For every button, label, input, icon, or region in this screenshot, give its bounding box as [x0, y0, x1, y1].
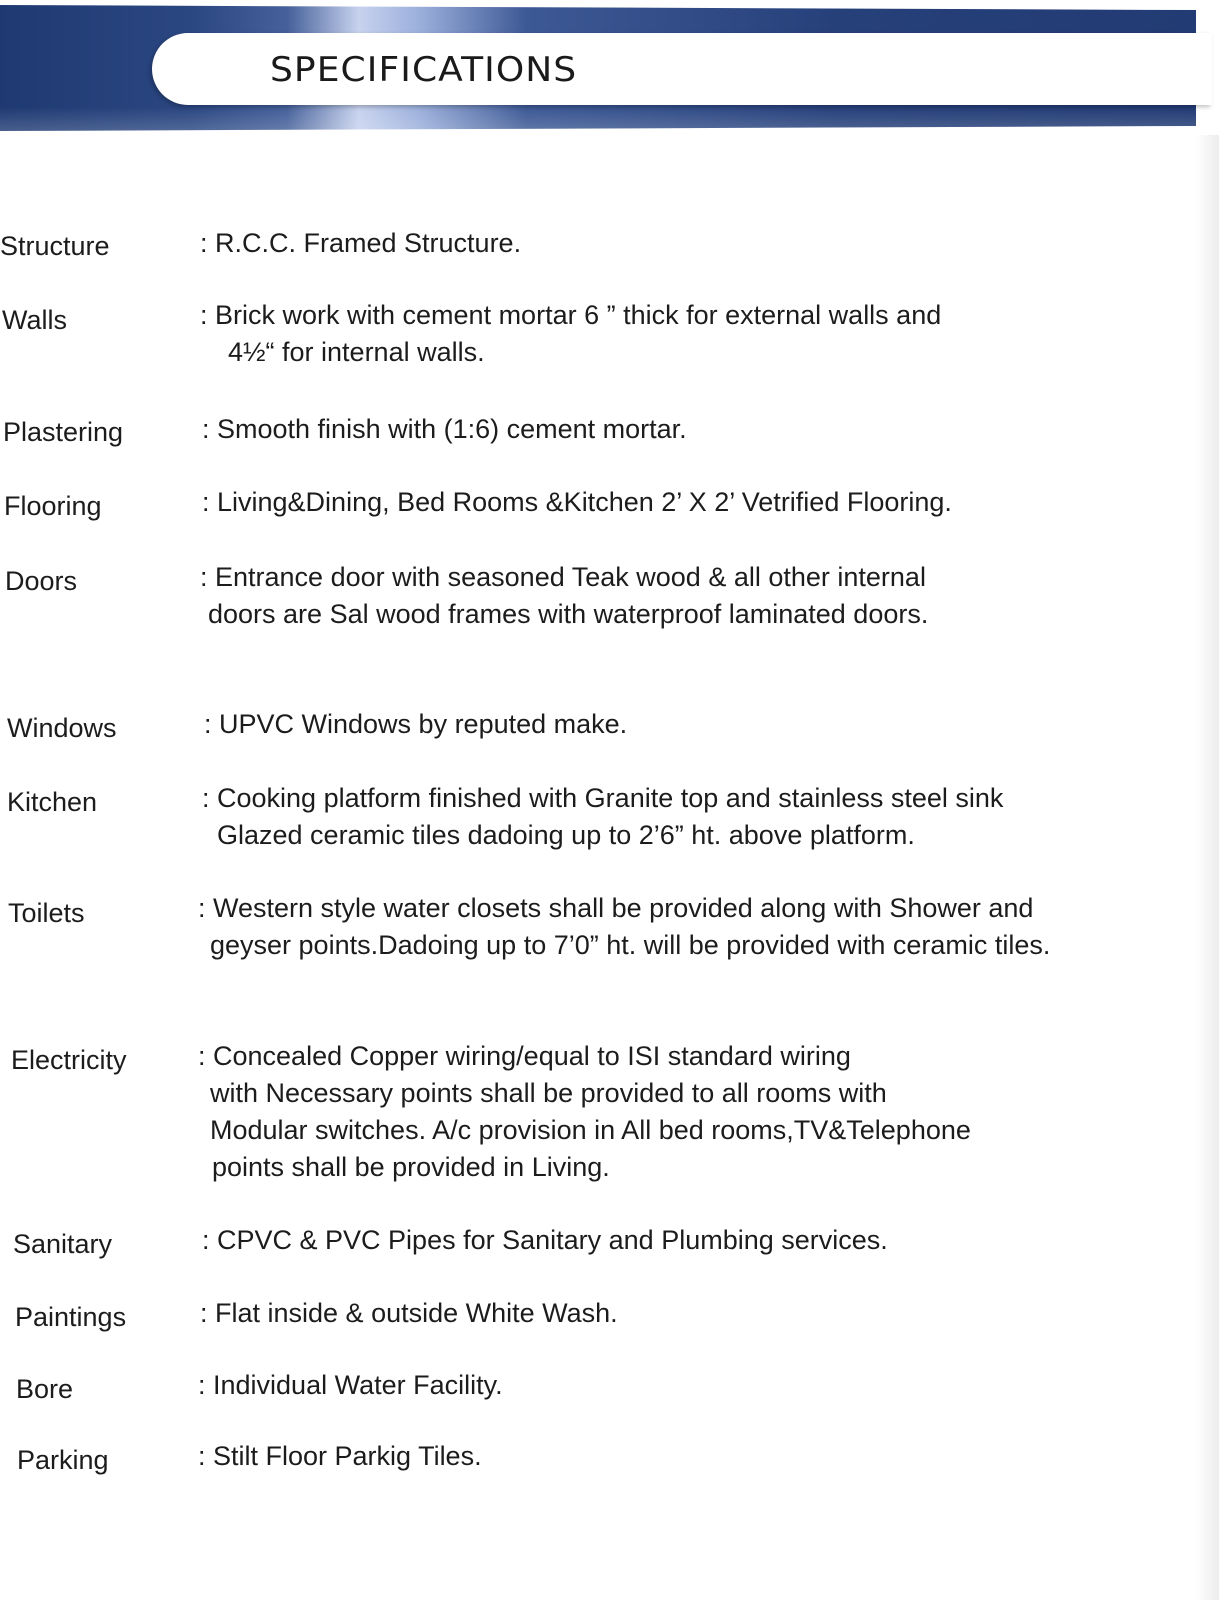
- spec-label: Electricity: [11, 1045, 127, 1075]
- spec-line: : Flat inside & outside White Wash.: [200, 1298, 618, 1328]
- spec-value: [198, 1367, 503, 1404]
- spec-line: : R.C.C. Framed Structure.: [200, 228, 522, 258]
- spec-value: [202, 484, 952, 521]
- spec-line: : Concealed Copper wiring/equal to ISI standard wiring: [198, 1041, 851, 1071]
- spec-value: [198, 1438, 482, 1475]
- spec-value: [198, 890, 1050, 964]
- spec-line: : CPVC & PVC Pipes for Sanitary and Plumbing services.: [202, 1225, 888, 1255]
- spec-label: Walls: [2, 305, 67, 335]
- spec-line: 4½“ for internal walls.: [228, 337, 485, 367]
- spec-label: Parking: [17, 1445, 109, 1475]
- spec-line: Modular switches. A/c provision in All bed rooms,TV&Telephone: [210, 1115, 971, 1145]
- spec-value: [200, 1295, 618, 1332]
- spec-label: Bore: [16, 1374, 74, 1404]
- spec-line: : Cooking platform finished with Granite top and stainless steel sink: [202, 783, 1004, 813]
- spec-value: [202, 780, 1003, 854]
- spec-label: Toilets: [8, 898, 85, 928]
- spec-line: Glazed ceramic tiles dadoing up to 2’6” ht. above platform.: [217, 820, 915, 850]
- spec-label: Sanitary: [13, 1229, 113, 1259]
- spec-line: doors are Sal wood frames with waterproof laminated doors.: [208, 599, 929, 629]
- spec-label: Flooring: [4, 491, 102, 521]
- spec-value: [198, 1038, 971, 1186]
- spec-line: : Smooth finish with (1:6) cement mortar.: [202, 414, 687, 444]
- spec-line: geyser points.Dadoing up to 7’0” ht. will be provided with ceramic tiles.: [210, 930, 1051, 960]
- spec-value: [202, 1222, 888, 1259]
- spec-line: : UPVC Windows by reputed make.: [204, 709, 628, 739]
- spec-label: Structure: [0, 231, 110, 261]
- spec-line: : Western style water closets shall be provided along with Shower and: [198, 893, 1034, 923]
- spec-line: : Stilt Floor Parkig Tiles.: [198, 1441, 482, 1471]
- spec-label: Windows: [7, 713, 117, 743]
- spec-value: [204, 706, 627, 743]
- spec-line: : Living&Dining, Bed Rooms &Kitchen 2’ X 2’ Vetrified Flooring.: [202, 487, 952, 517]
- spec-value: [200, 559, 928, 633]
- spec-label: Paintings: [15, 1302, 127, 1332]
- spec-line: : Brick work with cement mortar 6 ” thick for external walls and: [200, 300, 942, 330]
- spec-line: with Necessary points shall be provided to all rooms with: [210, 1078, 887, 1108]
- spec-line: points shall be provided in Living.: [212, 1152, 610, 1182]
- spec-line: : Individual Water Facility.: [198, 1370, 503, 1400]
- spec-value: [200, 297, 941, 371]
- spec-value: [202, 411, 687, 448]
- spec-label: Doors: [5, 566, 78, 596]
- spec-label: Kitchen: [7, 787, 98, 817]
- page-title: SPECIFICATIONS: [270, 50, 578, 90]
- spec-value: [200, 225, 521, 262]
- spec-label: Plastering: [3, 417, 124, 447]
- spec-line: : Entrance door with seasoned Teak wood & all other internal: [200, 562, 926, 592]
